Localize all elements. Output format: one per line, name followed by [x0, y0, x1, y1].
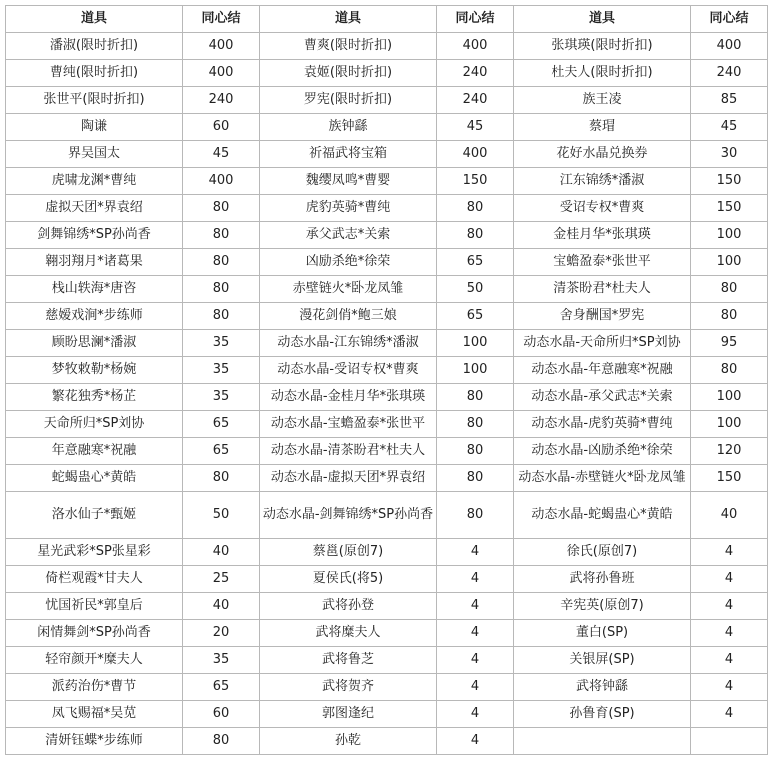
item-name-cell: 武将孙鲁班 — [514, 566, 691, 593]
item-value-cell: 80 — [183, 728, 260, 755]
item-value-cell: 4 — [437, 539, 514, 566]
item-name-cell: 动态水晶-赤壁链火*卧龙凤雏 — [514, 465, 691, 492]
header-item-3: 道具 — [514, 6, 691, 33]
item-value-cell: 35 — [183, 330, 260, 357]
item-value-cell: 60 — [183, 114, 260, 141]
item-name-cell: 曹纯(限时折扣) — [6, 60, 183, 87]
item-name-cell: 武将贺齐 — [260, 674, 437, 701]
item-name-cell: 年意融寒*祝融 — [6, 438, 183, 465]
table-row — [6, 492, 768, 539]
item-value-cell: 100 — [691, 249, 768, 276]
item-name-cell: 星光武彩*SP张星彩 — [6, 539, 183, 566]
item-name-cell: 动态水晶-剑舞锦绣*SP孙尚香 — [260, 492, 437, 539]
item-name-cell: 杜夫人(限时折扣) — [514, 60, 691, 87]
item-value-cell: 80 — [183, 222, 260, 249]
table-row — [6, 701, 768, 728]
header-value-3: 同心结 — [691, 6, 768, 33]
item-value-cell: 20 — [183, 620, 260, 647]
item-name-cell: 顾盼思澜*潘淑 — [6, 330, 183, 357]
header-value-2: 同心结 — [437, 6, 514, 33]
item-name-cell: 宝蟾盈泰*张世平 — [514, 249, 691, 276]
item-value-cell: 40 — [691, 492, 768, 539]
header-value-1: 同心结 — [183, 6, 260, 33]
item-value-cell: 40 — [183, 593, 260, 620]
item-value-cell: 95 — [691, 330, 768, 357]
item-value-cell: 65 — [437, 303, 514, 330]
item-name-cell: 忧国祈民*郭皇后 — [6, 593, 183, 620]
item-value-cell: 100 — [691, 411, 768, 438]
item-name-cell: 栈山轶海*唐咨 — [6, 276, 183, 303]
table-row — [6, 539, 768, 566]
item-value-cell: 240 — [437, 60, 514, 87]
item-value-cell: 65 — [183, 411, 260, 438]
item-value-cell: 50 — [183, 492, 260, 539]
table-row — [6, 384, 768, 411]
exchange-table — [5, 5, 768, 755]
item-value-cell: 150 — [437, 168, 514, 195]
table-row — [6, 276, 768, 303]
item-name-cell: 闲情舞剑*SP孙尚香 — [6, 620, 183, 647]
item-value-cell: 80 — [437, 492, 514, 539]
item-value-cell: 65 — [437, 249, 514, 276]
table-row — [6, 303, 768, 330]
item-value-cell: 80 — [183, 249, 260, 276]
item-name-cell: 动态水晶-虚拟天团*界袁绍 — [260, 465, 437, 492]
table-row — [6, 33, 768, 60]
item-name-cell: 花好水晶兑换券 — [514, 141, 691, 168]
item-name-cell: 梦牧敕勒*杨婉 — [6, 357, 183, 384]
item-value-cell: 240 — [437, 87, 514, 114]
item-name-cell: 动态水晶-年意融寒*祝融 — [514, 357, 691, 384]
item-name-cell: 孙鲁育(SP) — [514, 701, 691, 728]
item-value-cell: 150 — [691, 168, 768, 195]
item-name-cell: 清妍钰蝶*步练师 — [6, 728, 183, 755]
item-value-cell: 400 — [437, 141, 514, 168]
item-name-cell: 武将鲁芝 — [260, 647, 437, 674]
item-name-cell: 郭图逢纪 — [260, 701, 437, 728]
item-name-cell: 舍身酬国*罗宪 — [514, 303, 691, 330]
item-value-cell: 50 — [437, 276, 514, 303]
item-value-cell: 45 — [183, 141, 260, 168]
item-name-cell: 凤飞赐福*吴苋 — [6, 701, 183, 728]
item-name-cell — [514, 728, 691, 755]
item-value-cell: 30 — [691, 141, 768, 168]
item-name-cell: 倚栏观霞*甘夫人 — [6, 566, 183, 593]
item-value-cell: 4 — [437, 620, 514, 647]
item-name-cell: 族王凌 — [514, 87, 691, 114]
item-name-cell: 徐氏(原创7) — [514, 539, 691, 566]
item-value-cell: 400 — [437, 33, 514, 60]
table-row — [6, 566, 768, 593]
item-name-cell: 祈福武将宝箱 — [260, 141, 437, 168]
item-value-cell: 4 — [437, 593, 514, 620]
item-name-cell: 洛水仙子*甄姬 — [6, 492, 183, 539]
table-row — [6, 168, 768, 195]
item-name-cell: 派药治伤*曹节 — [6, 674, 183, 701]
item-value-cell: 85 — [691, 87, 768, 114]
item-value-cell: 4 — [437, 674, 514, 701]
table-row — [6, 357, 768, 384]
table-row — [6, 620, 768, 647]
item-value-cell: 240 — [691, 60, 768, 87]
table-row — [6, 411, 768, 438]
table-row — [6, 728, 768, 755]
item-name-cell: 动态水晶-天命所归*SP刘协 — [514, 330, 691, 357]
header-item-1: 道具 — [6, 6, 183, 33]
table-row — [6, 60, 768, 87]
item-value-cell: 80 — [437, 384, 514, 411]
item-name-cell: 动态水晶-承父武志*关索 — [514, 384, 691, 411]
item-name-cell: 江东锦绣*潘淑 — [514, 168, 691, 195]
item-name-cell: 动态水晶-宝蟾盈泰*张世平 — [260, 411, 437, 438]
item-value-cell: 35 — [183, 357, 260, 384]
item-value-cell: 25 — [183, 566, 260, 593]
item-value-cell: 240 — [183, 87, 260, 114]
item-value-cell: 100 — [437, 357, 514, 384]
item-value-cell: 4 — [437, 566, 514, 593]
item-name-cell: 潘淑(限时折扣) — [6, 33, 183, 60]
item-value-cell: 65 — [183, 438, 260, 465]
item-name-cell: 剑舞锦绣*SP孙尚香 — [6, 222, 183, 249]
item-value-cell: 80 — [437, 438, 514, 465]
item-value-cell: 4 — [691, 701, 768, 728]
item-name-cell: 翱羽翔月*诸葛果 — [6, 249, 183, 276]
item-value-cell: 100 — [691, 222, 768, 249]
item-name-cell: 虎豹英骑*曹纯 — [260, 195, 437, 222]
item-name-cell: 漫花剑俏*鲍三娘 — [260, 303, 437, 330]
table-row — [6, 249, 768, 276]
item-value-cell: 80 — [183, 195, 260, 222]
item-name-cell: 受诏专权*曹爽 — [514, 195, 691, 222]
table-row — [6, 593, 768, 620]
item-name-cell: 蔡邕(原创7) — [260, 539, 437, 566]
table-row — [6, 114, 768, 141]
table-row — [6, 438, 768, 465]
item-value-cell: 4 — [691, 539, 768, 566]
item-value-cell: 80 — [437, 222, 514, 249]
item-value-cell: 100 — [691, 384, 768, 411]
item-name-cell: 张世平(限时折扣) — [6, 87, 183, 114]
item-value-cell: 4 — [437, 701, 514, 728]
item-value-cell: 60 — [183, 701, 260, 728]
item-value-cell: 4 — [691, 593, 768, 620]
item-name-cell: 武将糜夫人 — [260, 620, 437, 647]
item-value-cell: 120 — [691, 438, 768, 465]
table-row — [6, 222, 768, 249]
item-name-cell: 动态水晶-受诏专权*曹爽 — [260, 357, 437, 384]
table-row — [6, 141, 768, 168]
item-value-cell: 45 — [437, 114, 514, 141]
item-value-cell — [691, 728, 768, 755]
item-name-cell: 孙乾 — [260, 728, 437, 755]
item-name-cell: 承父武志*关索 — [260, 222, 437, 249]
item-value-cell: 400 — [183, 33, 260, 60]
table-row — [6, 330, 768, 357]
table-row — [6, 674, 768, 701]
item-name-cell: 虚拟天团*界袁绍 — [6, 195, 183, 222]
item-value-cell: 150 — [691, 195, 768, 222]
item-name-cell: 关银屏(SP) — [514, 647, 691, 674]
item-value-cell: 4 — [437, 647, 514, 674]
item-name-cell: 袁姬(限时折扣) — [260, 60, 437, 87]
item-value-cell: 40 — [183, 539, 260, 566]
item-name-cell: 动态水晶-凶励杀绝*徐荣 — [514, 438, 691, 465]
item-value-cell: 45 — [691, 114, 768, 141]
item-value-cell: 4 — [691, 674, 768, 701]
item-name-cell: 天命所归*SP刘协 — [6, 411, 183, 438]
item-value-cell: 65 — [183, 674, 260, 701]
item-name-cell: 蔡瑁 — [514, 114, 691, 141]
item-value-cell: 4 — [691, 620, 768, 647]
item-name-cell: 陶谦 — [6, 114, 183, 141]
item-name-cell: 慈嫒戏涧*步练师 — [6, 303, 183, 330]
item-name-cell: 蛇蝎蛊心*黄皓 — [6, 465, 183, 492]
item-name-cell: 轻帘颜开*糜夫人 — [6, 647, 183, 674]
item-value-cell: 400 — [183, 60, 260, 87]
item-value-cell: 100 — [437, 330, 514, 357]
table-row — [6, 195, 768, 222]
item-name-cell: 张琪瑛(限时折扣) — [514, 33, 691, 60]
item-name-cell: 凶励杀绝*徐荣 — [260, 249, 437, 276]
item-name-cell: 罗宪(限时折扣) — [260, 87, 437, 114]
item-name-cell: 曹爽(限时折扣) — [260, 33, 437, 60]
item-name-cell: 动态水晶-虎豹英骑*曹纯 — [514, 411, 691, 438]
item-name-cell: 族钟繇 — [260, 114, 437, 141]
item-value-cell: 400 — [691, 33, 768, 60]
item-name-cell: 辛宪英(原创7) — [514, 593, 691, 620]
item-name-cell: 动态水晶-江东锦绣*潘淑 — [260, 330, 437, 357]
table-row — [6, 465, 768, 492]
item-name-cell: 董白(SP) — [514, 620, 691, 647]
item-value-cell: 80 — [183, 276, 260, 303]
item-name-cell: 金桂月华*张琪瑛 — [514, 222, 691, 249]
item-value-cell: 80 — [183, 465, 260, 492]
item-value-cell: 35 — [183, 384, 260, 411]
item-value-cell: 4 — [691, 566, 768, 593]
item-value-cell: 80 — [691, 303, 768, 330]
item-value-cell: 80 — [691, 357, 768, 384]
item-value-cell: 80 — [437, 465, 514, 492]
item-name-cell: 魏缨凤鸣*曹婴 — [260, 168, 437, 195]
item-value-cell: 150 — [691, 465, 768, 492]
header-item-2: 道具 — [260, 6, 437, 33]
table-row — [6, 647, 768, 674]
item-value-cell: 35 — [183, 647, 260, 674]
item-name-cell: 赤壁链火*卧龙凤雏 — [260, 276, 437, 303]
item-value-cell: 80 — [183, 303, 260, 330]
item-name-cell: 武将孙登 — [260, 593, 437, 620]
item-name-cell: 武将钟繇 — [514, 674, 691, 701]
item-value-cell: 80 — [437, 411, 514, 438]
item-name-cell: 清茶盼君*杜夫人 — [514, 276, 691, 303]
item-name-cell: 动态水晶-金桂月华*张琪瑛 — [260, 384, 437, 411]
item-value-cell: 400 — [183, 168, 260, 195]
item-value-cell: 4 — [437, 728, 514, 755]
item-name-cell: 界吴国太 — [6, 141, 183, 168]
item-name-cell: 动态水晶-清茶盼君*杜夫人 — [260, 438, 437, 465]
item-name-cell: 夏侯氏(将5) — [260, 566, 437, 593]
item-name-cell: 动态水晶-蛇蝎蛊心*黄皓 — [514, 492, 691, 539]
item-value-cell: 4 — [691, 647, 768, 674]
item-value-cell: 80 — [437, 195, 514, 222]
item-name-cell: 虎啸龙渊*曹纯 — [6, 168, 183, 195]
table-row — [6, 87, 768, 114]
item-name-cell: 繁花独秀*杨芷 — [6, 384, 183, 411]
header-row — [6, 6, 768, 33]
item-value-cell: 80 — [691, 276, 768, 303]
